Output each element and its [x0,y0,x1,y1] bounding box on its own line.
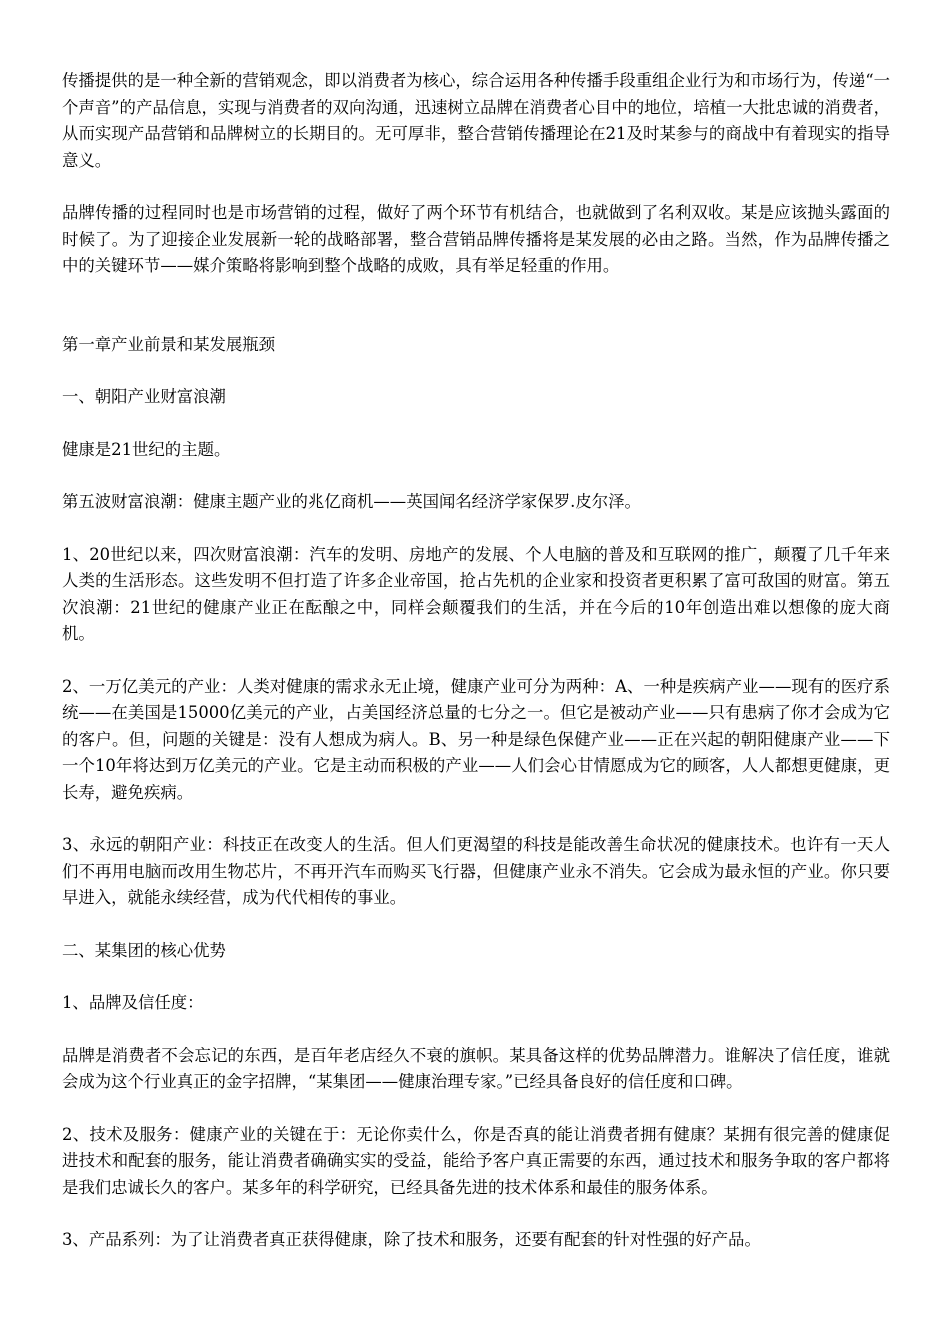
subheading-brand-trust: 1、品牌及信任度： [62,993,204,1012]
paragraph-technology-service: 2、技术及服务：健康产业的关键在于：无论你卖什么，你是否真的能让消费者拥有健康？某拥有很完善的健康促进技术和配套的服务，能让消费者确确实实的受益，能给予客户真正需要的东西，通过技术和服务争取的客户都将是我们忠诚长久的客户。某多年的科学研究，已经具备先进的技术体系和最佳的服务体系。 [62,1124,890,1197]
paragraph-brand-communication: 品牌传播的过程同时也是市场营销的过程，做好了两个环节有机结合，也就做到了名利双收。某是应该抛头露面的时候了。为了迎接企业发展新一轮的战略部署，整合营销品牌传播将是某发展的必由之路。当然，作为品牌传播之中的关键环节——媒介策略将影响到整个战略的成败，具有举足轻重的作用。 [62,203,890,275]
paragraph-point-3-eternal-industry: 3、永远的朝阳产业：科技正在改变人的生活。但人们更渴望的科技是能改善生命状况的健康技术。也许有一天人们不再用电脑而改用生物芯片，不再开汽车而购买飞行器，但健康产业永不消失。它会成为最永恒的产业。你只要早进入，就能永续经营，成为代代相传的事业。 [62,835,890,907]
paragraph-fifth-wave: 第五波财富浪潮：健康主题产业的兆亿商机——英国闻名经济学家保罗.皮尔泽。 [62,492,641,511]
document-page [62,68,890,1254]
paragraph-integrated-marketing: 传播提供的是一种全新的营销观念，即以消费者为核心，综合运用各种传播手段重组企业行为和市场行为，传递“一个声音”的产品信息，实现与消费者的双向沟通，迅速树立品牌在消费者心目中的地位，培植一大批忠诚的消费者，从而实现产品营销和品牌树立的长期目的。无可厚非，整合营销传播理论在21及时某参与的商战中有着现实的指导意义。 [62,71,890,170]
chapter-heading: 第一章产业前景和某发展瓶颈 [62,334,276,354]
section-heading-sunrise-industry: 一、朝阳产业财富浪潮 [62,387,226,406]
paragraph-product-series: 3、产品系列：为了让消费者真正获得健康，除了技术和服务，还要有配套的针对性强的好产品。 [62,1230,761,1249]
paragraph-point-1-wealth-waves: 1、20世纪以来，四次财富浪潮：汽车的发明、房地产的发展、个人电脑的普及和互联网的推广，颠覆了几千年来人类的生活形态。这些发明不但打造了许多企业帝国，抢占先机的企业家和投资者更积累了富可敌国的财富。第五次浪潮：21世纪的健康产业正在酝酿之中，同样会颠覆我们的生活，并在今后的10年创造出难以想像的庞大商机。 [62,544,890,643]
paragraph-health-theme: 健康是21世纪的主题。 [62,439,231,459]
paragraph-brand-trust: 品牌是消费者不会忘记的东西，是百年老店经久不衰的旗帜。某具备这样的优势品牌潜力。谁解决了信任度，谁就会成为这个行业真正的金字招牌，“某集团——健康治理专家。”已经具备良好的信任度和口碑。 [62,1045,890,1091]
section-heading-core-advantages: 二、某集团的核心优势 [62,940,226,960]
paragraph-point-2-trillion-industry: 2、一万亿美元的产业：人类对健康的需求永无止境，健康产业可分为两种：A、一种是疾病产业——现有的医疗系统——在美国是15000亿美元的产业，占美国经济总量的七分之一。但它是被动产业——只有患病了你才会成为它的客户。但，问题的关键是：没有人想成为病人。B、另一种是绿色保健产业——正在兴起的朝阳健康产业——下一个10年将达到万亿美元的产业。它是主动而积极的产业——人们会心甘情愿成为它的顾客，人人都想更健康，更长寿，避免疾病。 [62,676,890,802]
